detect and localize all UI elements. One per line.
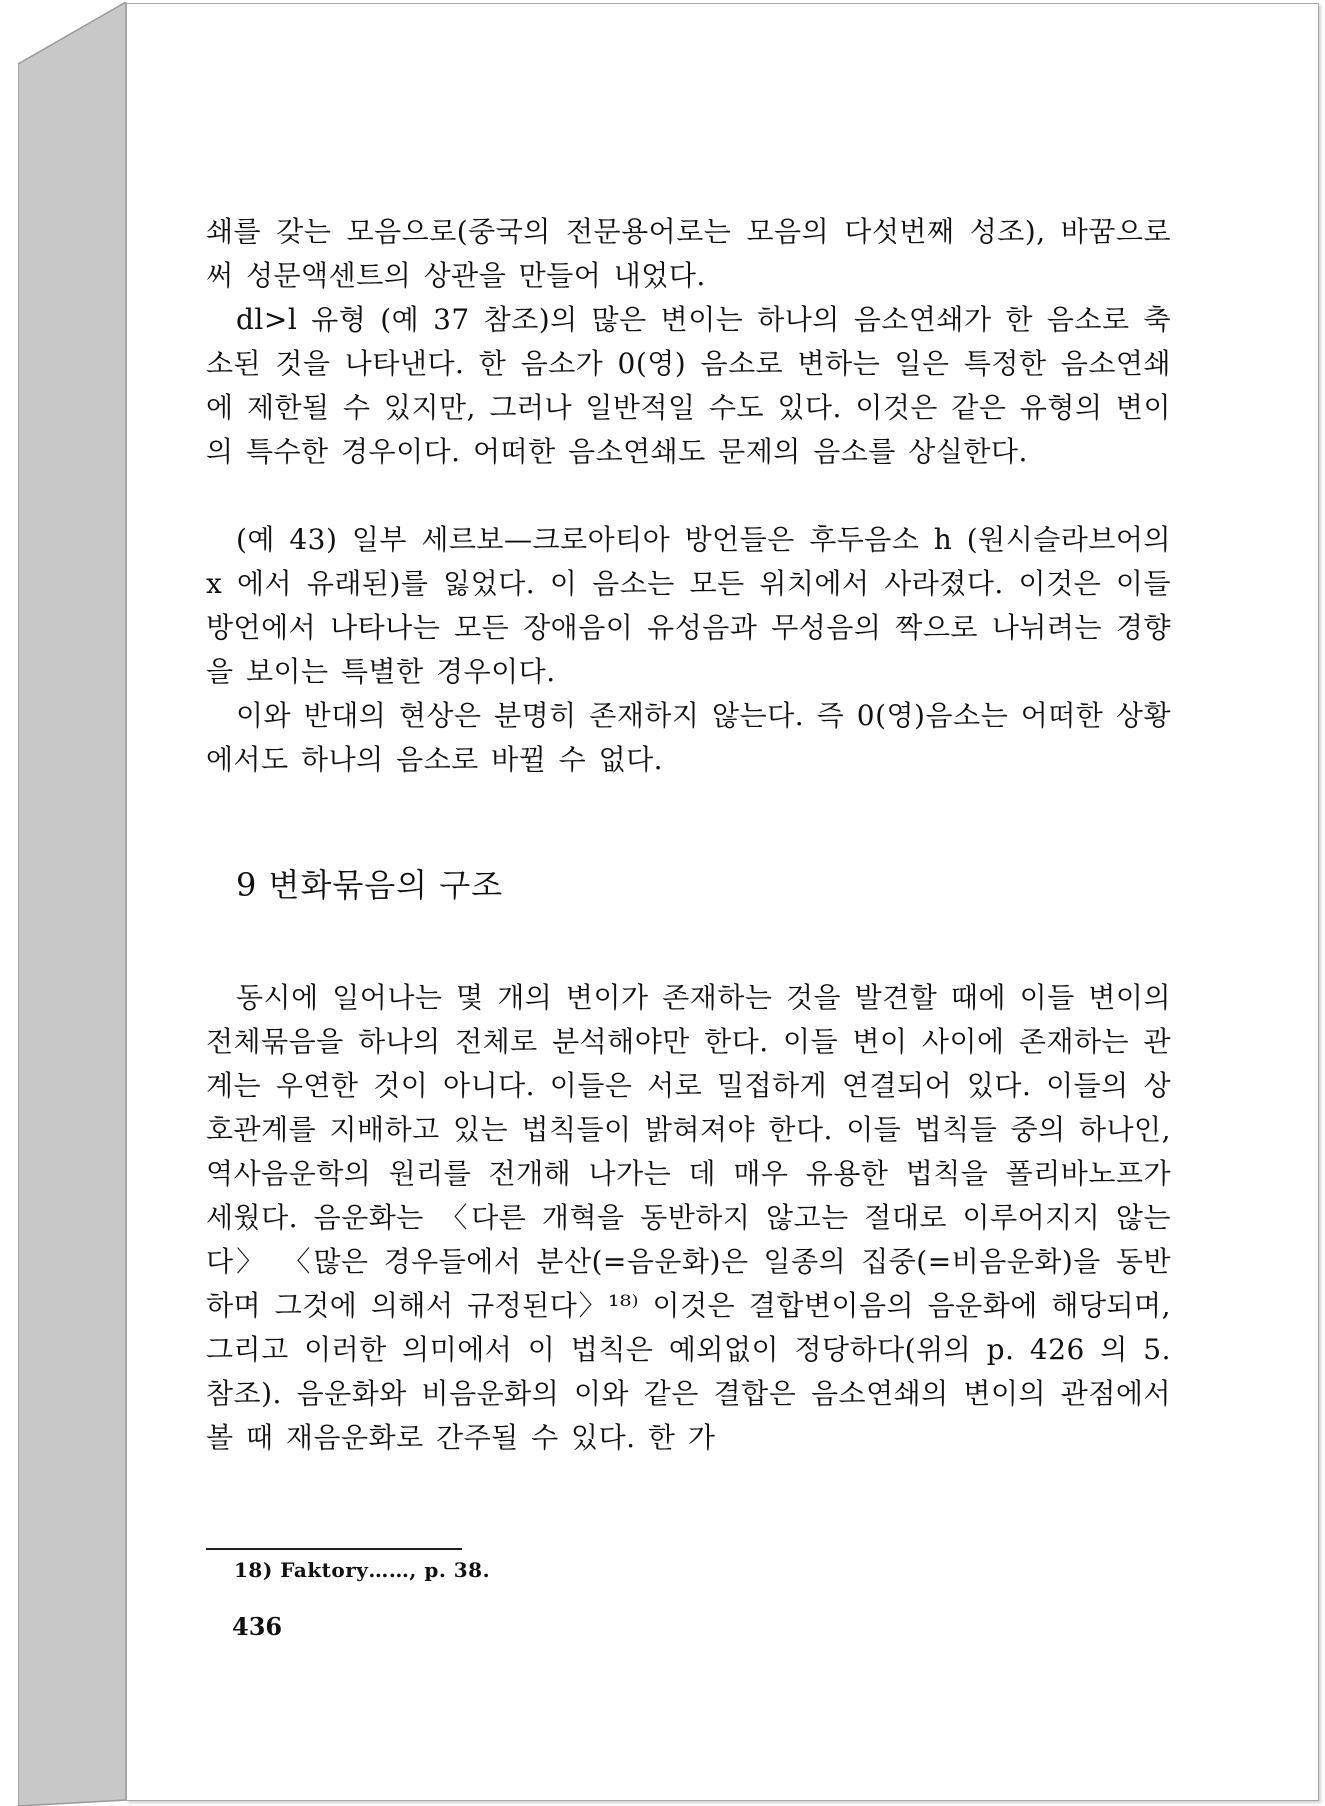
section-paragraph: 동시에 일어나는 몇 개의 변이가 존재하는 것을 발견할 때에 이들 변이의 전체묶음을 하나의 전체로 분석해야만 한다. 이들 변이 사이에 존재하는 관계는 우연한 것이 아니다. 이들은 서로 밀접하게 연결되어 있다. 이들의 상호관계를 지배하고 있는 법칙들이 밝혀져야 한다. 이들 법칙들 중의 하나인, 역사음운학의 원리를 전개해 나가는 데 매우 유용한 법칙을 폴리바노프가 세웠다. 음운화는 〈다른 개혁을 동반하지 않고는 절대로 이루어지지 않는다〉 〈많은 경우들에서 분산(=음운화)은 일종의 집중(=비음운화)을 동반하며 그것에 의해서 규정된다〉¹⁸⁾ 이것은 결합변이음의 음운화에 해당되며, 그리고 이러한 의미에서 이 법칙은 예외없이 정당하다(위의 p. 426 의 5. 참조). 음운화와 비음운화의 이와 같은 결합은 음소연쇄의 변이의 관점에서 볼 때 재음운화로 간주될 수 있다. 한 가 (206, 981, 1171, 1454)
page-number: 436 (232, 1612, 283, 1641)
book-edge-shape (18, 2, 130, 1806)
paragraph-2: dl>l 유형 (예 37 참조)의 많은 변이는 하나의 음소연쇄가 한 음소로 축소된 것을 나타낸다. 한 음소가 0(영) 음소로 변하는 일은 특정한 음소연쇄에 제한될 수 있지만, 그러나 일반적일 수도 있다. 이것은 같은 유형의 변이의 특수한 경우이다. 어떠한 음소연쇄도 문제의 음소를 상실한다. (206, 303, 1171, 468)
footnote-divider (206, 1548, 462, 1550)
page-content (206, 210, 1171, 1460)
paragraph-1: 쇄를 갖는 모음으로(중국의 전문용어로는 모음의 다섯번째 성조), 바꿈으로써 성문액센트의 상관을 만들어 내었다. (206, 215, 1171, 292)
paragraph-4: 이와 반대의 현상은 분명히 존재하지 않는다. 즉 0(영)음소는 어떠한 상황에서도 하나의 음소로 바뀔 수 없다. (206, 699, 1171, 776)
footnote: 18) Faktory……, p. 38. (234, 1558, 491, 1582)
section-heading: 9 변화묶음의 구조 (236, 866, 504, 904)
paragraph-example-43: (예 43) 일부 세르보—크로아티아 방언들은 후두음소 h (원시슬라브어의 x 에서 유래된)를 잃었다. 이 음소는 모든 위치에서 사라졌다. 이것은 이들 방언에서 나타나는 모든 장애음이 유성음과 무성음의 짝으로 나뉘려는 경향을 보이는 특별한 경우이다. (206, 523, 1171, 688)
